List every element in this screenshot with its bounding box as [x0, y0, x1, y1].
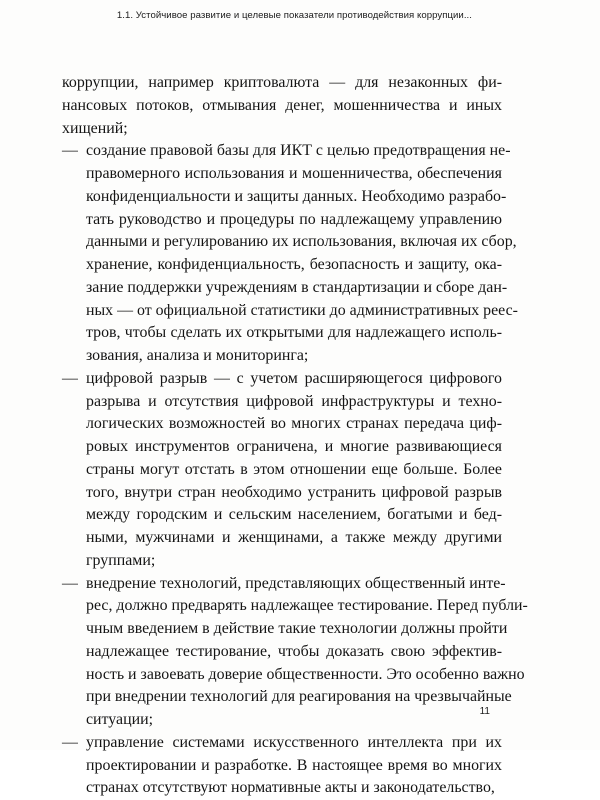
text-line: [62, 277, 508, 300]
line-text: рес, должно предварять надлежащее тестирование. Перед публи-: [86, 597, 528, 615]
running-header: 1.1. Устойчивое развитие и целевые показатели противодействия коррупции...: [116, 10, 472, 21]
page-number: 11: [479, 706, 490, 717]
line-text: ность и завоевать доверие общественности. Это особенно важно: [86, 665, 525, 683]
line-text: разрыва и отсутствия цифровой инфраструктуры и техно-: [86, 392, 502, 410]
text-line: [62, 618, 508, 641]
bullet-dash: —: [62, 574, 78, 592]
text-line: [62, 755, 502, 778]
bullet-dash: —: [62, 142, 78, 160]
bullet-paragraph: [62, 732, 502, 800]
text-line: [62, 664, 525, 687]
text-line: [62, 345, 502, 368]
text-line: [62, 163, 502, 186]
text-line: [62, 436, 502, 459]
line-text: хранение, конфиденциальность, безопасность и защиту, ока-: [86, 256, 502, 273]
line-text: ными, мужчинами и женщинами, а также между другими: [86, 529, 502, 546]
line-text: проектировании и разработке. В настоящее время во многих: [86, 756, 502, 774]
text-line: [62, 777, 502, 800]
bullet-paragraph: [62, 573, 528, 732]
text-line: [62, 300, 518, 323]
text-line: [62, 368, 502, 391]
line-text: тров, чтобы сделать их открытыми для надлежащего исполь-: [86, 324, 502, 342]
line-text: конфиденциальности и защиты данных. Необходимо разрабо-: [86, 187, 507, 205]
text-line: [62, 595, 528, 618]
text-line: [62, 550, 502, 573]
line-text: управление системами искусственного интеллекта при их: [86, 733, 502, 751]
line-text: группами;: [86, 551, 156, 569]
text-line: [62, 573, 506, 596]
text-line: [62, 118, 502, 141]
text-line: [62, 186, 507, 209]
line-text: надлежащее тестирование, чтобы доказать свою эффектив-: [86, 642, 502, 660]
text-line: [62, 72, 502, 95]
text-line: [62, 322, 502, 345]
line-text: зования, анализа и мониторинга;: [86, 347, 309, 364]
text-line: [62, 504, 502, 527]
text-line: [62, 140, 511, 163]
line-text: чным введением в действие такие технологии должны пройти: [86, 620, 508, 637]
line-text: зание поддержки учреждениям в стандартизации и сборе дан-: [86, 278, 508, 296]
text-line: [62, 459, 502, 482]
line-text: тать руководство и процедуры по надлежащему управлению: [86, 210, 502, 228]
line-text: страны могут отстать в этом отношении еще больше. Более: [86, 460, 502, 478]
body-text: [62, 72, 528, 800]
text-line: [62, 482, 502, 505]
text-line: [62, 686, 512, 709]
line-text: при внедрении технологий для реагирования на чрезвычайные: [86, 688, 512, 706]
line-text: внедрение технологий, представляющих общественный инте-: [86, 574, 506, 592]
line-text: цифровой разрыв — с учетом расширяющегося цифрового: [86, 369, 502, 387]
text-line: [62, 95, 502, 118]
bullet-paragraph: [62, 368, 502, 573]
text-line: [62, 709, 502, 732]
text-line: [62, 254, 502, 277]
bullet-paragraph: [62, 140, 518, 368]
line-text: ных — от официальной статистики до административных реес-: [86, 301, 518, 319]
text-line: [62, 641, 502, 664]
text-line: [62, 527, 502, 550]
line-text: того, внутри стран необходимо устранить цифровой разрыв: [86, 483, 502, 501]
line-text: коррупции, например криптовалюта — для незаконных фи-: [62, 74, 502, 91]
text-line: [62, 391, 502, 414]
line-text: логических возможностей во многих странах передача циф-: [86, 415, 502, 433]
line-text: данными и регулированию их использования, включая их сбор,: [86, 233, 517, 251]
line-text: странах отсутствуют нормативные акты и законодательство,: [86, 779, 495, 797]
line-text: хищений;: [62, 119, 128, 137]
bullet-dash: —: [62, 733, 78, 751]
line-text: правомерного использования и мошенничества, обеспечения: [86, 165, 502, 182]
line-text: ровых инструментов ограничена, и многие развивающиеся: [86, 438, 502, 455]
bullet-dash: —: [62, 369, 78, 387]
text-line: [62, 413, 502, 436]
text-line: [62, 732, 502, 755]
line-text: создание правовой базы для ИКТ с целью предотвращения не-: [86, 142, 511, 160]
line-text: между городским и сельским населением, богатыми и бед-: [86, 506, 502, 524]
line-text: ситуации;: [86, 711, 154, 728]
paragraph: [62, 72, 502, 140]
line-text: нансовых потоков, отмывания денег, мошенничества и иных: [62, 96, 502, 114]
text-line: [62, 231, 517, 254]
text-line: [62, 209, 502, 232]
